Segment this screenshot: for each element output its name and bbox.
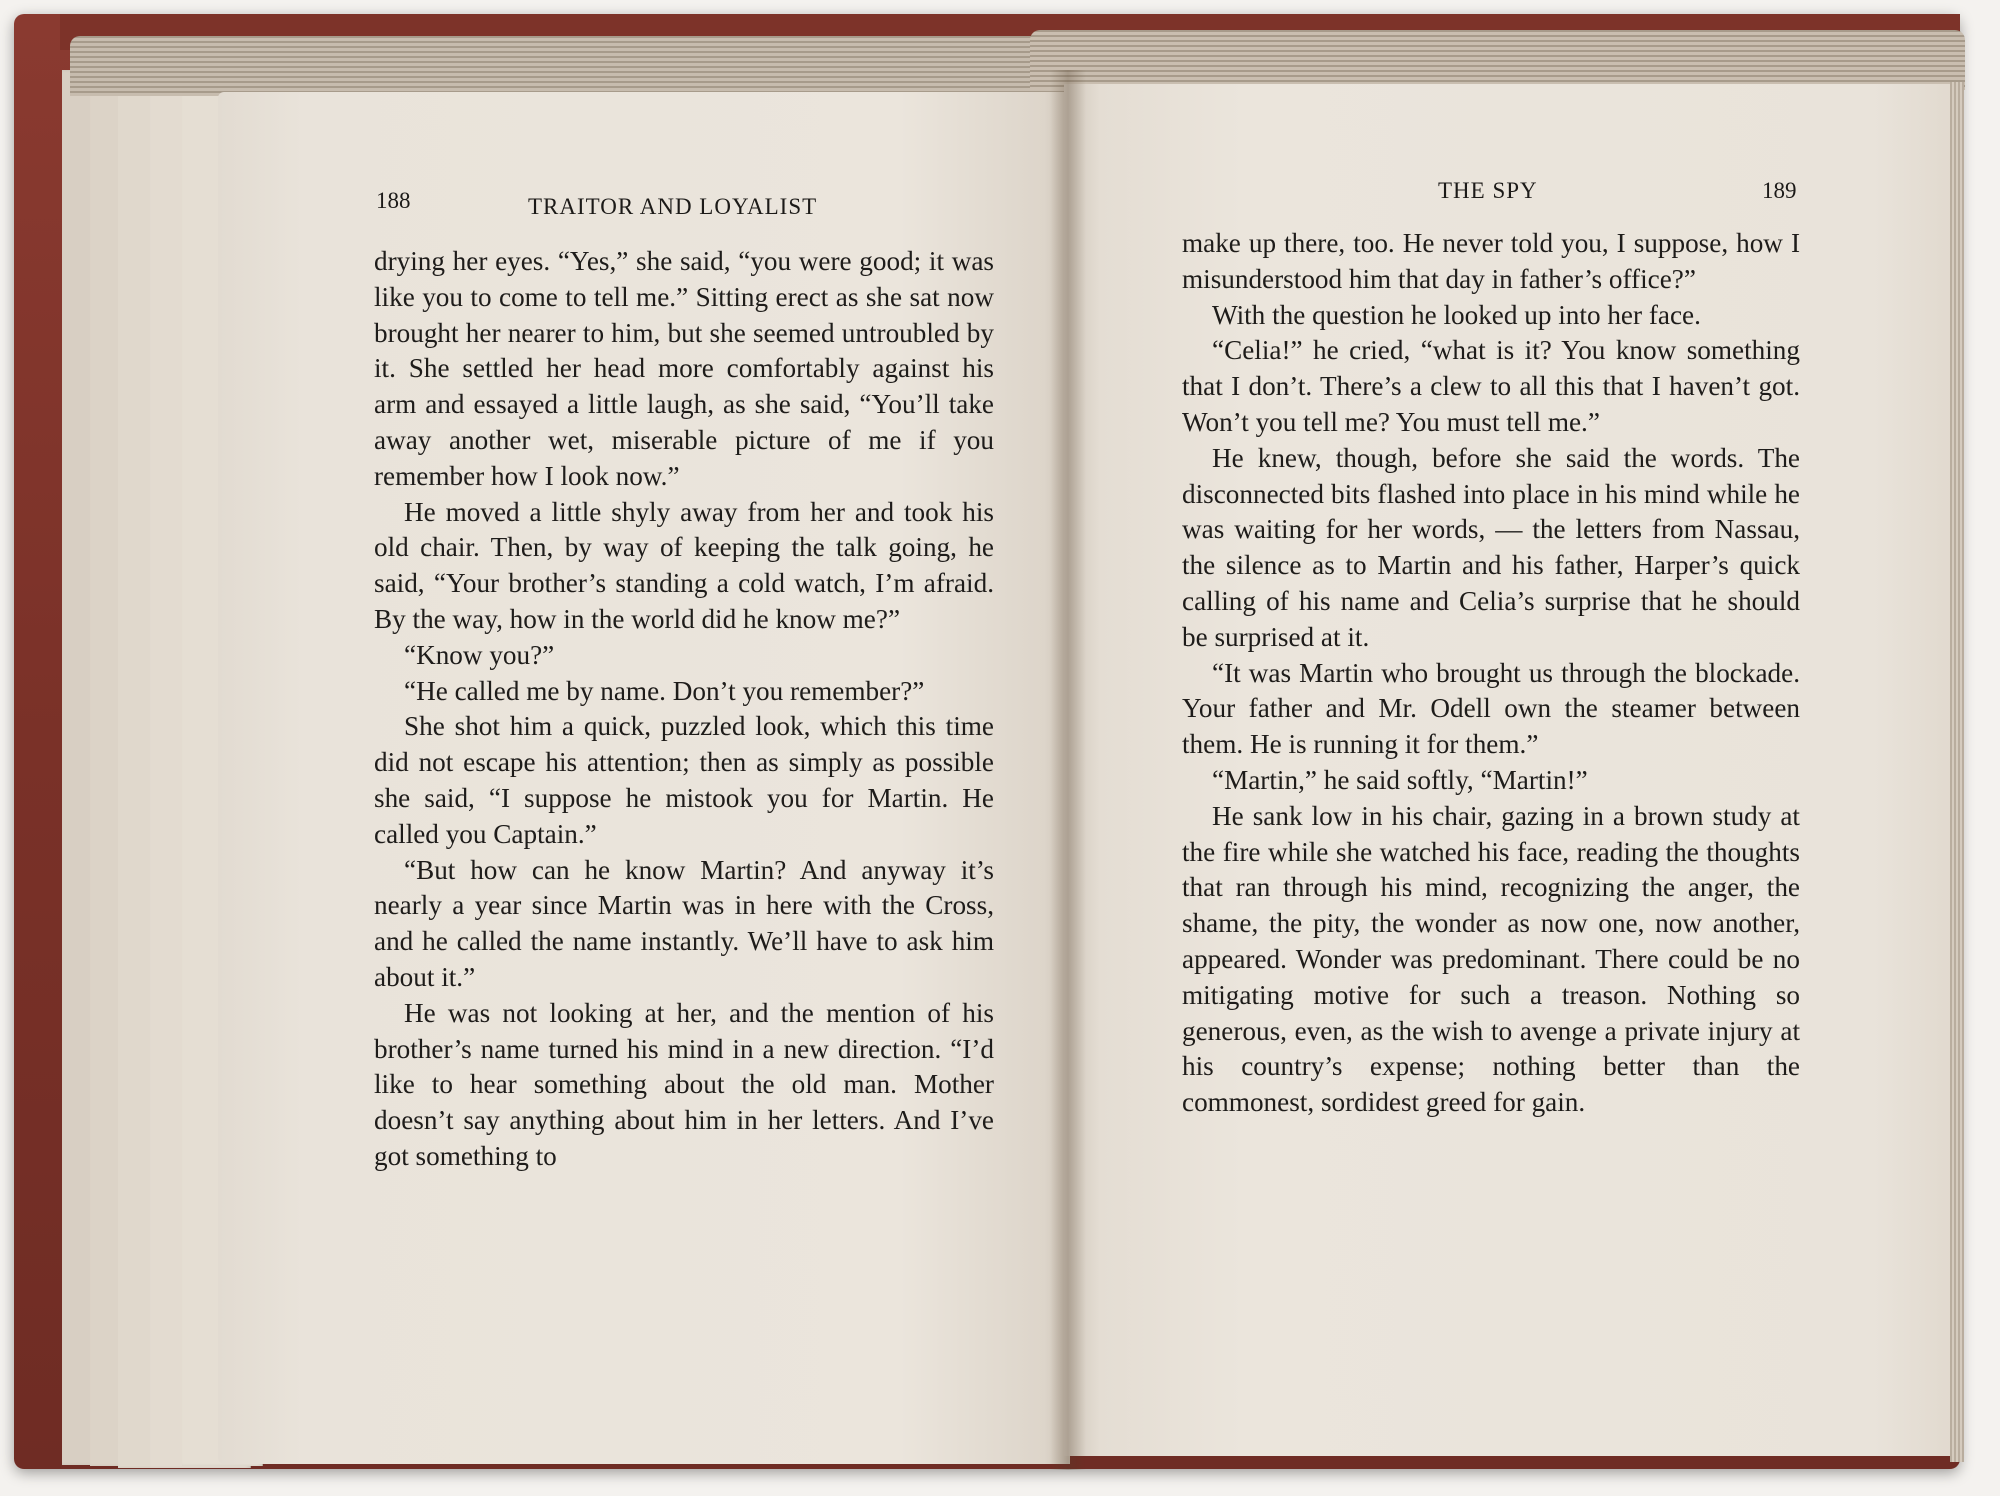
- paragraph: “It was Martin who brought us through the blockade. Your father and Mr. Odell own the steamer between them. He is running it for them.”: [1182, 657, 1800, 760]
- left-page: [218, 92, 1070, 1464]
- paragraph: He moved a little shyly away from her and took his old chair. Then, by way of keeping the talk going, he said, “Your brother’s standing a cold watch, I’m afraid. By the way, how in the world did he know me?”: [374, 496, 994, 634]
- book-gutter: [1050, 70, 1086, 1470]
- page-number: 189: [1762, 178, 1797, 203]
- paragraph: “He called me by name. Don’t you remember?”: [404, 675, 925, 706]
- paragraph: “But how can he know Martin? And anyway it’s nearly a year since Martin was in here with the Cross, and he called the name instantly. We’ll have to ask him about it.”: [374, 854, 994, 992]
- paragraph: “Celia!” he cried, “what is it? You know something that I don’t. There’s a clew to all this that I haven’t got. Won’t you tell me? You must tell me.”: [1182, 335, 1800, 437]
- paragraph: He sank low in his chair, gazing in a brown study at the fire while she watched his face, reading the thoughts that ran through his mind, recognizing the anger, the shame, the pity, the wonder as now one, now another, appeared. Wonder was predominant. There could be no mitigating motive for such a treason. Nothing so generous, even, as the wish to avenge a private injury at his country’s expense; nothing better than the commonest, sordidest greed for gain.: [1182, 800, 1800, 1118]
- right-page: [1064, 84, 1964, 1456]
- running-head: TRAITOR AND LOYALIST: [528, 194, 818, 219]
- paragraph: With the question he looked up into her face.: [1212, 299, 1701, 330]
- paragraph: He was not looking at her, and the mention of his brother’s name turned his mind in a new direction. “I’d like to hear something about the old man. Mother doesn’t say anything about him in her letters. And I’ve got something to: [374, 997, 994, 1171]
- page-number: 188: [376, 188, 411, 213]
- page-block-right-edge: [1950, 82, 1964, 1462]
- page-block-top-left: [70, 36, 1070, 96]
- text-block: [1182, 226, 1800, 1121]
- paragraph: drying her eyes. “Yes,” she said, “you were good; it was like you to come to tell me.” Sitting erect as she sat now brought her nearer to him, but she seemed untroubled by it. She settled her head more comfortably against his arm and essayed a little laugh, as she said, “You’ll take away another wet, miserable picture of me if you remember how I look now.”: [374, 246, 994, 491]
- text-block: [374, 244, 994, 1175]
- paragraph: He knew, though, before she said the words. The disconnected bits flashed into place in his mind while he was waiting for her words, — the letters from Nassau, the silence as to Martin and his father, Harper’s quick calling of his name and Celia’s surprise that he should be surprised at it.: [1182, 442, 1800, 652]
- paragraph: “Martin,” he said softly, “Martin!”: [1212, 764, 1588, 795]
- paragraph: “Know you?”: [404, 639, 555, 670]
- paragraph: She shot him a quick, puzzled look, which this time did not escape his attention; then as simply as possible she said, “I suppose he mistook you for Martin. He called you Captain.”: [374, 711, 994, 849]
- paragraph: make up there, too. He never told you, I suppose, how I misunderstood him that day in father’s office?”: [1182, 228, 1800, 294]
- running-head: THE SPY: [1438, 178, 1538, 203]
- page-block-top-right: [1030, 30, 1965, 90]
